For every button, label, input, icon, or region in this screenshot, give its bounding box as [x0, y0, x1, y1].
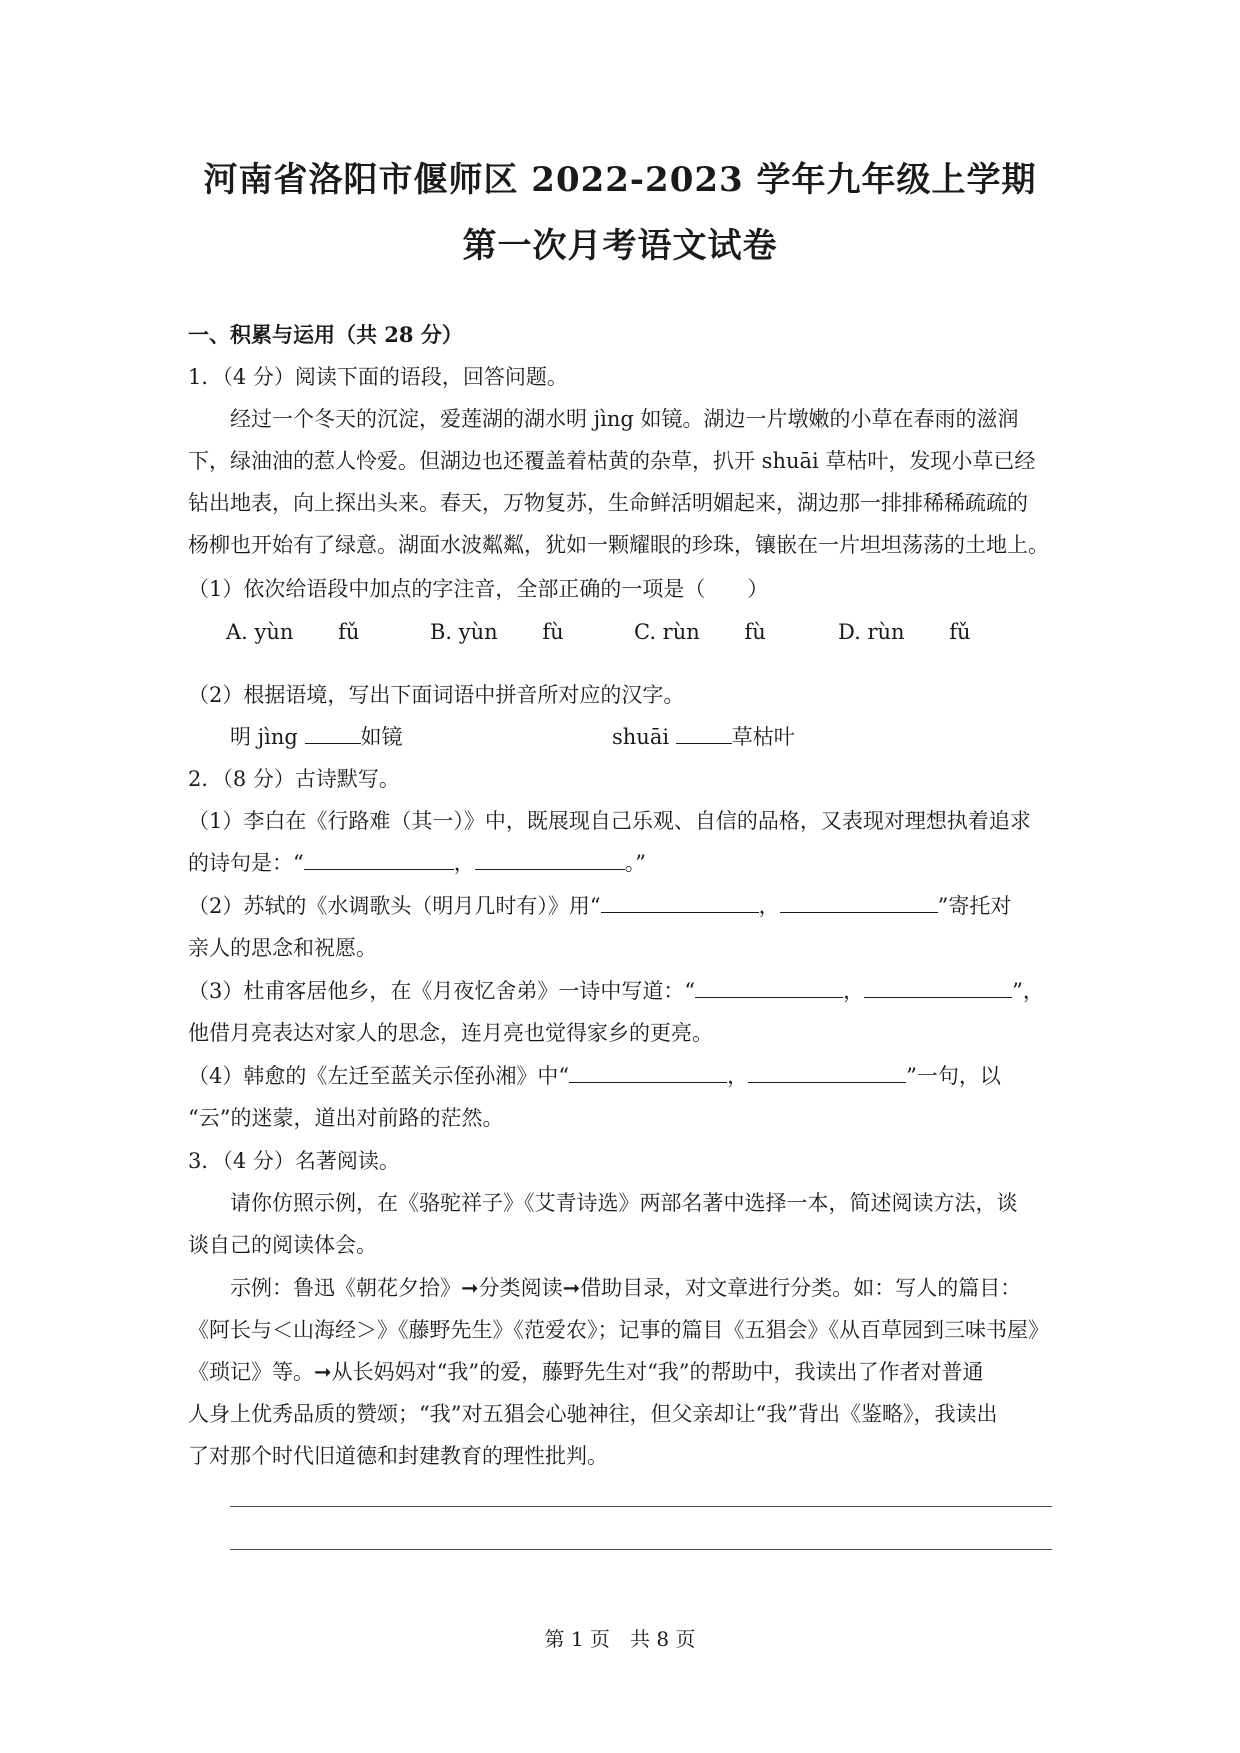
exam-title-line1: 河南省洛阳市偃师区 2022-2023 学年九年级上学期: [203, 160, 1037, 200]
q1-passage-line: 钻出地表，向上探出头来。春天，万物复苏，生命鲜活明媚起来，湖边那一排排稀稀疏疏的: [188, 491, 1028, 515]
q1-option-c[interactable]: [634, 617, 766, 647]
option-label: D. rùn: [838, 620, 905, 644]
q2-s4-line1: [188, 1061, 1058, 1091]
q2-s1-line2: [188, 848, 1058, 878]
answer-blank[interactable]: [475, 849, 625, 870]
fill-suffix: 草枯叶: [731, 725, 795, 749]
section-heading: 一、积累与运用（共 28 分）: [188, 322, 463, 347]
page-footer: 第 1 页 共 8 页: [544, 1627, 696, 1651]
q1-passage-line: 杨柳也开始有了绿意。湖面水波粼粼，犹如一颗耀眼的珍珠，镶嵌在一片坦坦荡荡的土地上。: [188, 533, 1049, 557]
q1-fill-1: [230, 722, 403, 752]
q2-s4-line2: “云”的迷蒙，道出对前路的茫然。: [188, 1106, 504, 1130]
text: 的诗句是：“: [188, 851, 304, 875]
text: ，: [843, 979, 865, 1003]
answer-line[interactable]: [230, 1506, 1052, 1507]
answer-blank[interactable]: [780, 892, 938, 913]
answer-blank[interactable]: [695, 977, 843, 998]
q2-s2-line1: [188, 891, 1058, 921]
answer-blank[interactable]: [569, 1062, 727, 1083]
exam-title-line2: 第一次月考语文试卷: [462, 226, 778, 266]
answer-blank[interactable]: [748, 1062, 906, 1083]
option-value: fǔ: [949, 620, 971, 644]
q2-s2-line2: 亲人的思念和祝愿。: [188, 936, 377, 960]
q1-stem: 1．（4 分）阅读下面的语段，回答问题。: [188, 365, 568, 389]
fill-suffix: 如镜: [360, 725, 403, 749]
q3-example-line: 《阿长与＜山海经＞》《藤野先生》《范爱农》；记事的篇目《五猖会》《从百草园到三味书屋》: [188, 1318, 1049, 1342]
text: ”，: [1012, 979, 1044, 1003]
text: ”寄托对: [937, 894, 1012, 918]
q3-example-line: 《琐记》等。➞从长妈妈对“我”的爱，藤野先生对“我”的帮助中，我读出了作者对普通: [188, 1360, 984, 1384]
text: （4）韩愈的《左迁至蓝关示侄孙湘》中“: [188, 1064, 570, 1088]
q3-example-line: 人身上优秀品质的赞颂；“我”对五猖会心驰神往，但父亲却让“我”背出《鉴略》，我读出: [188, 1402, 998, 1426]
text: （2）苏轼的《水调歌头（明月几时有）》用“: [188, 894, 601, 918]
q1-fill-2: [612, 722, 795, 752]
option-value: fù: [744, 620, 766, 644]
text: （3）杜甫客居他乡，在《月夜忆舍弟》一诗中写道：“: [188, 979, 696, 1003]
text: ，: [453, 851, 475, 875]
answer-blank[interactable]: [601, 892, 759, 913]
q1-option-d[interactable]: [838, 617, 971, 647]
fill-prefix: shuāi: [612, 725, 676, 749]
q1-sub1: （1）依次给语段中加点的字注音，全部正确的一项是（ ）: [188, 577, 769, 601]
option-value: fù: [542, 620, 564, 644]
q3-example-line: 了对那个时代旧道德和封建教育的理性批判。: [188, 1444, 608, 1468]
q3-prompt-line2: 谈自己的阅读体会。: [188, 1233, 377, 1257]
q3-prompt-line1: 请你仿照示例，在《骆驼祥子》《艾青诗选》两部名著中选择一本，简述阅读方法，谈: [230, 1191, 1018, 1215]
q2-stem: 2．（8 分）古诗默写。: [188, 767, 400, 791]
answer-blank[interactable]: [864, 977, 1012, 998]
answer-line[interactable]: [230, 1549, 1052, 1550]
text: ”一句，以: [906, 1064, 1001, 1088]
q3-stem: 3．（4 分）名著阅读。: [188, 1149, 400, 1173]
q1-option-b[interactable]: [430, 617, 564, 647]
q2-s1-line1: （1）李白在《行路难（其一）》中，既展现自己乐观、自信的品格，又表现对理想执着追求: [188, 809, 1031, 833]
q2-s3-line2: 他借月亮表达对家人的思念，连月亮也觉得家乡的更亮。: [188, 1021, 713, 1045]
text: ，: [758, 894, 780, 918]
answer-blank[interactable]: [305, 723, 361, 744]
text: 。”: [624, 851, 646, 875]
option-label: C. rùn: [634, 620, 700, 644]
answer-blank[interactable]: [676, 723, 732, 744]
option-label: A. yùn: [226, 620, 294, 644]
option-label: B. yùn: [430, 620, 498, 644]
text: ，: [727, 1064, 749, 1088]
fill-prefix: 明 jìng: [230, 725, 305, 749]
option-value: fǔ: [338, 620, 360, 644]
q1-passage-line: 经过一个冬天的沉淀，爱莲湖的湖水明 jìng 如镜。湖边一片墩嫩的小草在春雨的滋润: [230, 407, 1019, 431]
q1-passage-line: 下，绿油油的惹人怜爱。但湖边也还覆盖着枯黄的杂草，扒开 shuāi 草枯叶，发现小草已经: [188, 449, 1036, 473]
q3-example-line: 示例：鲁迅《朝花夕拾》➞分类阅读➞借助目录，对文章进行分类。如：写人的篇目：: [230, 1276, 1022, 1300]
q1-sub2: （2）根据语境，写出下面词语中拼音所对应的汉字。: [188, 683, 685, 707]
answer-blank[interactable]: [304, 849, 454, 870]
q1-option-a[interactable]: [226, 617, 359, 647]
q2-s3-line1: [188, 976, 1058, 1006]
